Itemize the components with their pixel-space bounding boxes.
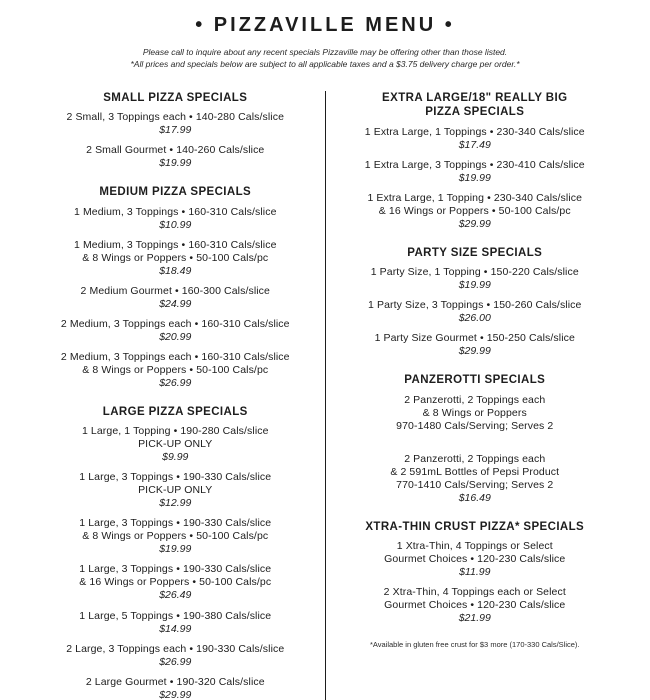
item-price: $29.99 (458, 217, 491, 230)
section-heading: PARTY SIZE SPECIALS (407, 246, 543, 259)
item-description: 1 Xtra-Thin, 4 Toppings or Select Gourmet Choices • 120-230 Cals/slice (384, 540, 566, 566)
menu-columns (26, 91, 624, 700)
item-description: 2 Panzerotti, 2 Toppings each & 8 Wings or Poppers 970-1480 Cals/Serving; Serves 2 (396, 393, 554, 432)
item-description: 1 Medium, 3 Toppings • 160-310 Cals/slice (73, 205, 277, 218)
item-price: $26.00 (458, 312, 491, 325)
item-description: 2 Panzerotti, 2 Toppings each & 2 591mL Bottles of Pepsi Product 770-1410 Cals/Serving; Serves 2 (390, 452, 560, 491)
menu-title: • PIZZAVILLE MENU • (195, 14, 455, 36)
left-sections-container (38, 91, 313, 700)
item-price: $29.99 (458, 345, 491, 358)
menu-column-left (26, 91, 325, 700)
menu-item (38, 351, 313, 390)
item-price: $10.99 (159, 218, 192, 231)
menu-item (38, 563, 313, 602)
item-description: 1 Party Size, 1 Topping • 150-220 Cals/slice (370, 266, 579, 279)
item-price: $18.49 (159, 264, 192, 277)
item-price (338, 433, 613, 446)
item-description: 1 Large, 3 Toppings • 190-330 Cals/slice & 8 Wings or Poppers • 50-100 Cals/pc (79, 517, 272, 543)
menu-section (338, 520, 613, 625)
item-description: 2 Medium, 3 Toppings each • 160-310 Cals/slice (60, 317, 290, 330)
item-price: $19.99 (159, 543, 192, 556)
item-description: 1 Large, 3 Toppings • 190-330 Cals/slice PICK-UP ONLY (79, 471, 272, 497)
item-price: $29.99 (159, 688, 192, 700)
item-description: 1 Large, 3 Toppings • 190-330 Cals/slice & 16 Wings or Poppers • 50-100 Cals/pc (79, 563, 272, 589)
item-price: $26.99 (159, 376, 192, 389)
section-heading: MEDIUM PIZZA SPECIALS (99, 186, 252, 199)
item-description: 2 Medium Gourmet • 160-300 Cals/slice (80, 284, 270, 297)
item-price: $12.99 (159, 497, 192, 510)
item-description: 1 Party Size Gourmet • 150-250 Cals/slice (374, 332, 575, 345)
menu-item (38, 111, 313, 137)
menu-section (38, 405, 313, 700)
item-description: 2 Large Gourmet • 190-320 Cals/slice (85, 675, 265, 688)
item-description: 2 Xtra-Thin, 4 Toppings each or Select Gourmet Choices • 120-230 Cals/slice (383, 586, 566, 612)
menu-item (38, 239, 313, 278)
menu-section (38, 91, 313, 170)
section-heading: LARGE PIZZA SPECIALS (102, 405, 248, 418)
item-price: $19.99 (458, 279, 491, 292)
item-price: $16.49 (458, 491, 491, 504)
menu-section (338, 246, 613, 358)
menu-item (38, 471, 313, 510)
item-description: 1 Extra Large, 1 Topping • 230-340 Cals/slice & 16 Wings or Poppers • 50-100 Cals/pc (367, 191, 583, 217)
menu-item (38, 610, 313, 636)
section-heading: XTRA-THIN CRUST PIZZA* SPECIALS (365, 520, 585, 533)
menu-item (338, 332, 613, 358)
menu-item (338, 540, 613, 579)
item-price: $14.99 (159, 622, 192, 635)
menu-item (338, 586, 613, 625)
menu-item (38, 144, 313, 170)
menu-note-specials: Please call to inquire about any recent specials Pizzaville may be offering other than those listed. (142, 47, 508, 57)
menu-item (338, 159, 613, 185)
item-price: $26.99 (159, 655, 192, 668)
menu-section (338, 373, 613, 504)
item-price: $24.99 (159, 297, 192, 310)
menu-item (38, 318, 313, 344)
item-price: $9.99 (162, 451, 189, 464)
gluten-free-footnote: *Available in gluten free crust for $3 more (170-330 Cals/Slice). (369, 640, 580, 650)
menu-item (38, 517, 313, 556)
right-sections-container (338, 91, 613, 625)
section-heading: EXTRA LARGE/18" REALLY BIG PIZZA SPECIALS (382, 91, 568, 119)
menu-item (38, 285, 313, 311)
menu-section (38, 185, 313, 390)
item-description: 1 Medium, 3 Toppings • 160-310 Cals/slice & 8 Wings or Poppers • 50-100 Cals/pc (73, 238, 277, 264)
menu-column-right (326, 91, 625, 700)
menu-item (38, 643, 313, 669)
item-description: 2 Small Gourmet • 140-260 Cals/slice (86, 144, 265, 157)
item-price: $11.99 (459, 566, 491, 579)
item-description: 1 Extra Large, 3 Toppings • 230-410 Cals/slice (364, 158, 585, 171)
item-description: 1 Large, 1 Topping • 190-280 Cals/slice PICK-UP ONLY (81, 425, 269, 451)
item-price: $17.99 (159, 124, 192, 137)
section-heading: PANZEROTTI SPECIALS (404, 374, 546, 387)
menu-note-taxes: *All prices and specials below are subject to all applicable taxes and a $3.75 delivery charge per order.* (130, 59, 520, 70)
item-description: 2 Medium, 3 Toppings each • 160-310 Cals/slice & 8 Wings or Poppers • 50-100 Cals/pc (60, 350, 290, 376)
item-price: $19.99 (159, 157, 192, 170)
menu-item (338, 394, 613, 446)
item-description: 2 Small, 3 Toppings each • 140-280 Cals/slice (66, 111, 285, 124)
item-description: 1 Extra Large, 1 Toppings • 230-340 Cals/slice (364, 125, 585, 138)
item-price: $26.49 (159, 589, 192, 602)
menu-item (338, 266, 613, 292)
menu-item (338, 299, 613, 325)
item-description: 1 Large, 5 Toppings • 190-380 Cals/slice (79, 609, 272, 622)
menu-item (338, 453, 613, 505)
item-price: $21.99 (458, 612, 491, 625)
section-heading: SMALL PIZZA SPECIALS (103, 91, 248, 104)
item-price: $20.99 (159, 330, 192, 343)
item-description: 1 Party Size, 3 Toppings • 150-260 Cals/slice (368, 299, 582, 312)
menu-section (338, 91, 613, 231)
item-price: $17.49 (458, 138, 491, 151)
item-price: $19.99 (458, 171, 491, 184)
menu-item (38, 676, 313, 700)
menu-item (38, 206, 313, 232)
item-description: 2 Large, 3 Toppings each • 190-330 Cals/slice (66, 642, 285, 655)
menu-item (38, 425, 313, 464)
menu-item (338, 192, 613, 231)
menu-item (338, 126, 613, 152)
